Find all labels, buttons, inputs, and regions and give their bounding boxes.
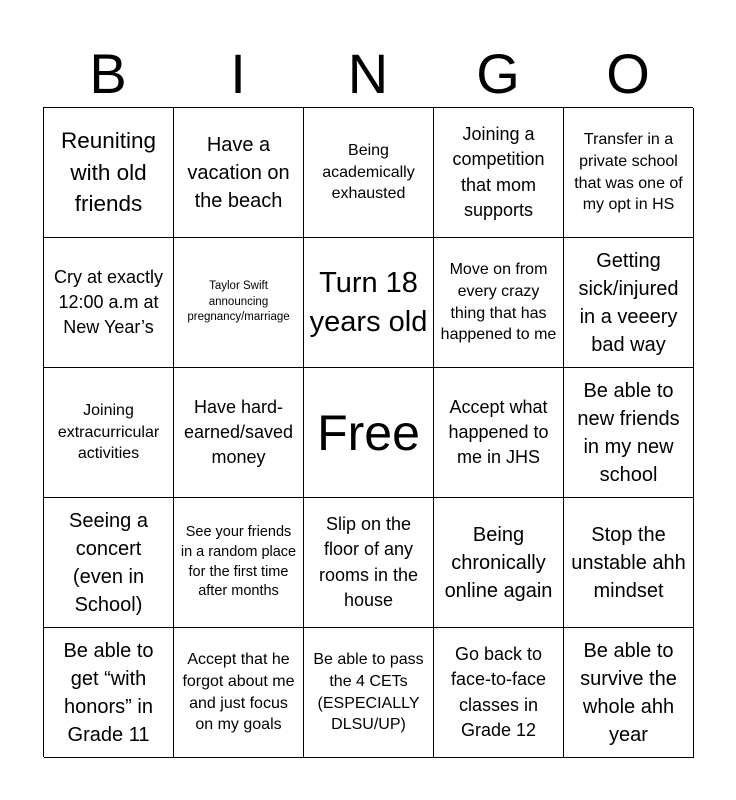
cell-text: Accept what happened to me in JHS <box>448 396 549 468</box>
header-letter-n: N <box>347 42 389 105</box>
bingo-header <box>43 42 693 106</box>
bingo-cell[interactable] <box>44 238 174 368</box>
bingo-cell[interactable] <box>434 368 564 498</box>
bingo-cell[interactable] <box>44 628 174 758</box>
bingo-cell[interactable] <box>174 498 304 628</box>
bingo-cell[interactable] <box>434 108 564 238</box>
bingo-board <box>43 107 693 757</box>
cell-text: Move on from every crazy thing that has happened to me <box>440 261 557 344</box>
free-space-label: Free <box>317 404 420 461</box>
bingo-cell[interactable] <box>564 238 694 368</box>
cell-text: Being chronically online again <box>444 523 553 602</box>
cell-text: Be able to get “with honors” in Grade 11 <box>63 639 154 746</box>
bingo-cell[interactable] <box>44 368 174 498</box>
cell-text: Go back to face-to-face classes in Grade 12 <box>450 644 547 740</box>
header-letter-o: O <box>606 42 650 105</box>
bingo-cell[interactable] <box>304 108 434 238</box>
cell-text: Be able to new friends in my new school <box>577 379 680 486</box>
bingo-cell[interactable] <box>304 628 434 758</box>
header-letter-i: I <box>230 42 246 105</box>
cell-text: Have hard-earned/saved money <box>183 396 294 468</box>
bingo-cell[interactable] <box>174 108 304 238</box>
bingo-cell[interactable] <box>174 368 304 498</box>
cell-text: Accept that he forgot about me and just focus on my goals <box>182 651 295 734</box>
cell-text: Taylor Swift announcing pregnancy/marriage <box>187 280 290 324</box>
bingo-cell[interactable] <box>434 238 564 368</box>
cell-text: Joining a competition that mom supports <box>452 124 545 220</box>
cell-text: Joining extracurricular activities <box>57 402 160 463</box>
header-letter-b: B <box>89 42 127 105</box>
cell-text: Have a vacation on the beach <box>187 133 290 212</box>
cell-text: Being academically exhausted <box>322 142 415 203</box>
bingo-cell[interactable] <box>174 628 304 758</box>
cell-text: Reuniting with old friends <box>60 128 157 217</box>
cell-text: Slip on the floor of any rooms in the house <box>318 514 419 610</box>
cell-text: Seeing a concert (even in School) <box>69 509 148 616</box>
bingo-cell[interactable] <box>434 498 564 628</box>
bingo-cell[interactable] <box>564 628 694 758</box>
cell-text: Stop the unstable ahh mindset <box>571 523 686 602</box>
bingo-cell[interactable] <box>304 238 434 368</box>
bingo-cell[interactable] <box>174 238 304 368</box>
free-space[interactable] <box>304 368 434 498</box>
header-letter-g: G <box>476 42 520 105</box>
bingo-cell[interactable] <box>44 108 174 238</box>
bingo-cell[interactable] <box>564 368 694 498</box>
cell-text: Be able to survive the whole ahh year <box>580 639 677 746</box>
cell-text: See your friends in a random place for the first time after months <box>180 524 297 600</box>
cell-text: Transfer in a private school that was one of my opt in HS <box>574 131 683 214</box>
bingo-cell[interactable] <box>564 498 694 628</box>
bingo-cell[interactable] <box>564 108 694 238</box>
bingo-cell[interactable] <box>434 628 564 758</box>
cell-text: Getting sick/injured in a veeery bad way <box>578 249 679 356</box>
cell-text: Cry at exactly 12:00 a.m at New Year’s <box>53 266 164 338</box>
bingo-cell[interactable] <box>304 498 434 628</box>
bingo-cell[interactable] <box>44 498 174 628</box>
cell-text: Turn 18 years old <box>309 266 428 338</box>
cell-text: Be able to pass the 4 CETs (ESPECIALLY DLSU/UP) <box>313 651 424 734</box>
